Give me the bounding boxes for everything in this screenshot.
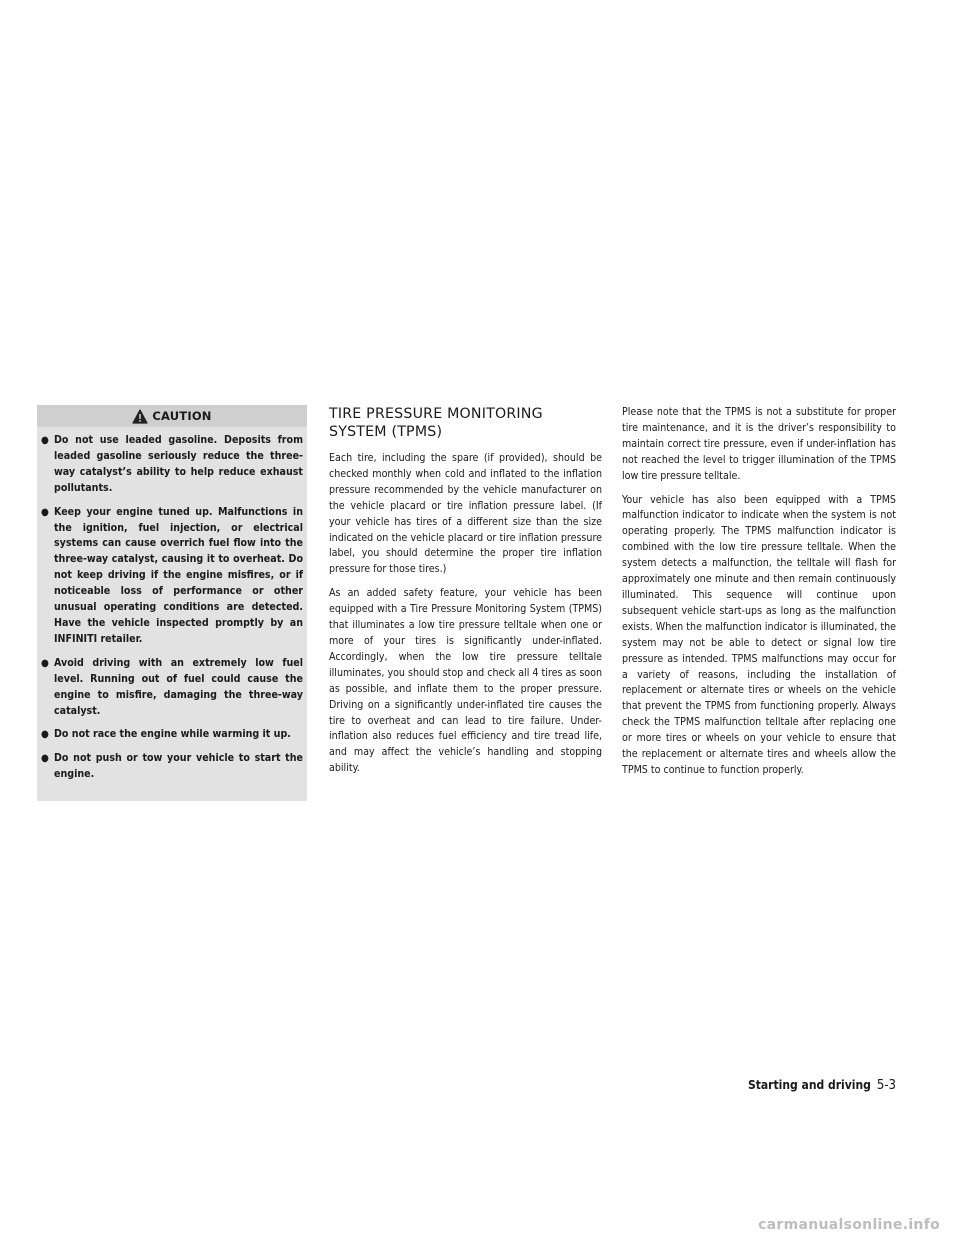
bullet-icon: ● — [41, 753, 49, 765]
bullet-icon: ● — [41, 506, 49, 518]
caution-item — [41, 656, 303, 720]
section-heading: TIRE PRESSURE MONITORING SYSTEM (TPMS) — [329, 406, 543, 440]
page-footer — [700, 1078, 896, 1093]
tpms-section-continued — [622, 405, 896, 787]
paragraph: Your vehicle has also been equipped with a TPMS malfunction indicator to indicate when the system is not operating properly. The TPMS malfunction indicator is combined with the low tire pressure telltale. When the system detects a malfunction, the telltale will flash for approximately one minute and then remain continuously illuminated. This sequence will continue upon subsequent vehicle start-ups as long as the malfunction exists. When the malfunction indicator is illuminated, the system may not be able to detect or signal low tire pressure as intended. TPMS malfunctions may occur for a variety of reasons, including the installation of replacement or alternate tires or wheels on the vehicle that prevent the TPMS from functioning properly. Always check the TPMS malfunction telltale after replacing one or more tires or wheels on your vehicle to ensure that the replacement or alternate tires and wheels allow the TPMS to continue to function properly. — [622, 493, 896, 776]
paragraph: Please note that the TPMS is not a substitute for proper tire maintenance, and it is the driver’s responsibility to maintain correct tire pressure, even if under-inflation has not reached the level to trigger illumination of the TPMS low tire pressure telltale. — [622, 406, 896, 482]
caution-item-text: Do not use leaded gasoline. Deposits from leaded gasoline seriously reduce the three-way catalyst’s ability to help reduce exhaust pollutants. — [54, 434, 303, 494]
page-number: 5-3 — [876, 1078, 896, 1093]
bullet-icon: ● — [41, 657, 49, 669]
bullet-icon: ● — [41, 729, 49, 741]
watermark: carmanualsonline.info — [758, 1217, 940, 1233]
caution-item — [41, 751, 303, 783]
caution-header — [37, 405, 307, 427]
warning-triangle-icon — [132, 409, 148, 424]
bullet-icon: ● — [41, 435, 49, 446]
caution-item-text: Do not push or tow your vehicle to start the engine. — [54, 752, 303, 781]
caution-item — [41, 727, 303, 743]
footer-section-name: Starting and driving — [747, 1078, 871, 1092]
caution-box — [37, 405, 307, 801]
caution-item — [41, 505, 303, 648]
caution-title: CAUTION — [152, 409, 212, 423]
caution-list — [37, 427, 307, 783]
caution-item — [41, 433, 303, 497]
paragraph: As an added safety feature, your vehicle has been equipped with a Tire Pressure Monitoring System (TPMS) that illuminates a low tire pressure telltale when one or more of your tires is significantly under-inflated. Accordingly, when the low tire pressure telltale illuminates, you should stop and check all 4 tires as soon as possible, and inflate them to the proper pressure. Driving on a significantly under-inflated tire causes the tire to overheat and can lead to tire failure. Under-inflation also reduces fuel efficiency and tire tread life, and may affect the vehicle’s handling and stopping ability. — [329, 587, 602, 775]
tpms-section — [329, 405, 602, 785]
paragraph: Each tire, including the spare (if provided), should be checked monthly when cold and inflated to the inflation pressure recommended by the vehicle manufacturer on the vehicle placard or tire inflation pressure label. (If your vehicle has tires of a different size than the size indicated on the vehicle placard or tire inflation pressure label, you should determine the proper tire inflation pressure for those tires.) — [329, 452, 602, 576]
caution-item-text: Avoid driving with an extremely low fuel level. Running out of fuel could cause the engine to misfire, damaging the three-way catalyst. — [54, 656, 303, 717]
caution-item-text: Do not race the engine while warming it up. — [54, 728, 291, 741]
caution-item-text: Keep your engine tuned up. Malfunctions in the ignition, fuel injection, or electrical systems can cause overrich fuel flow into the three-way catalyst, causing it to overheat. Do not keep driving if the engine misfires, or if noticeable loss of performance or other unusual operating conditions are detected. Have the vehicle inspected promptly by an INFINITI retailer. — [54, 505, 303, 645]
